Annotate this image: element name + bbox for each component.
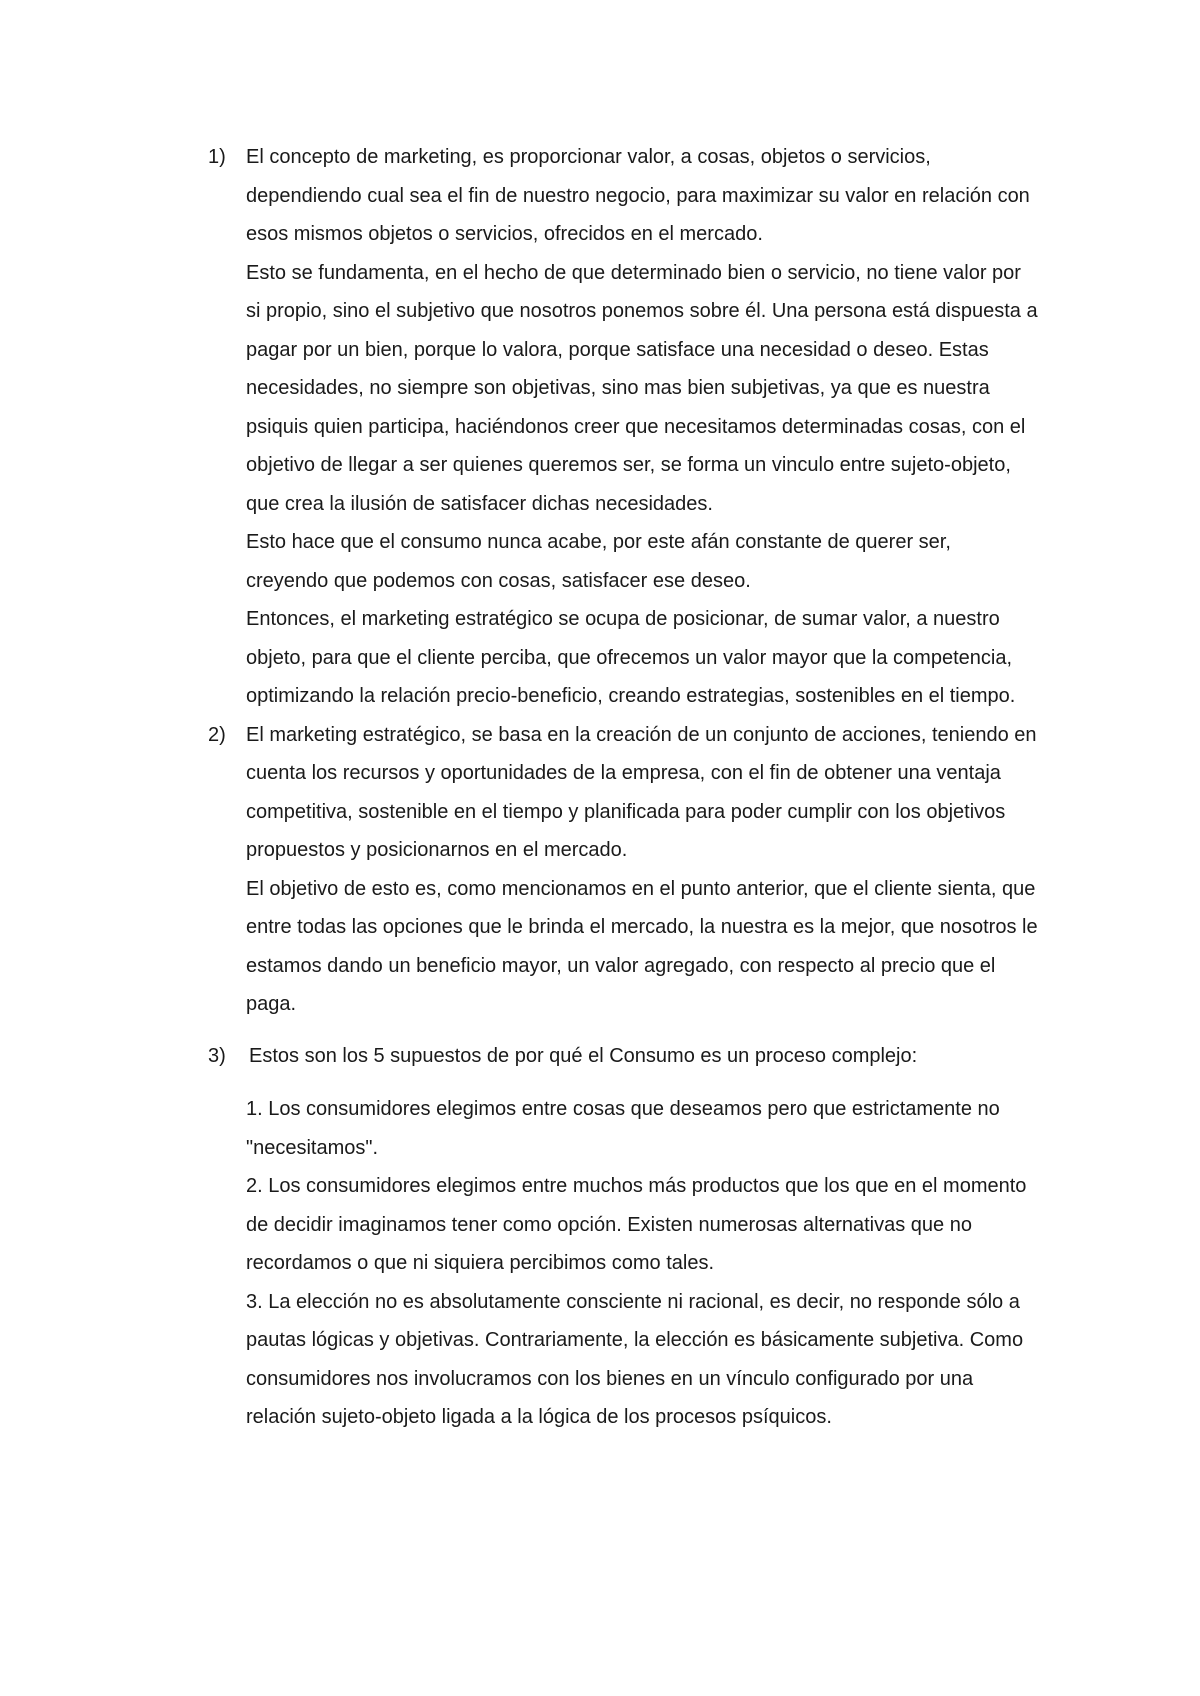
- paragraph: Esto hace que el consumo nunca acabe, por este afán constante de querer ser, creyendo que podemos con cosas, satisfacer ese deseo.: [246, 531, 951, 592]
- paragraph: El marketing estratégico, se basa en la creación de un conjunto de acciones, teniendo en cuenta los recursos y oportunidades de la empresa, con el fin de obtener una ventaja competitiva, sostenible en el tiempo y planificada para poder cumplir con los objetivos propuestos y posicionarnos en el mercado.: [246, 723, 1037, 861]
- paragraph: Esto se fundamenta, en el hecho de que determinado bien o servicio, no tiene valor por si propio, sino el subjetivo que nosotros ponemos sobre él. Una persona está dispuesta a pagar por un bien, porque lo valora, porque satisface una necesidad o deseo. Estas necesidades, no siempre son objetivas, sino mas bien subjetivas, ya que es nuestra psiquis quien participa, haciéndonos creer que necesitamos determinadas cosas, con el objetivo de llegar a ser quienes queremos ser, se forma un vinculo entre sujeto-objeto, que crea la ilusión de satisfacer dichas necesidades.: [246, 261, 1038, 515]
- list-item-body: [246, 716, 1038, 1024]
- paragraph: El concepto de marketing, es proporcionar valor, a cosas, objetos o servicios, dependiendo cual sea el fin de nuestro negocio, para maximizar su valor en relación con esos mismos objetos o servicios, ofrecidos en el mercado.: [246, 146, 1030, 245]
- list-item-1: [208, 138, 1038, 716]
- list-number: 3): [208, 1044, 226, 1067]
- paragraph: El objetivo de esto es, como mencionamos en el punto anterior, que el cliente sienta, que entre todas las opciones que le brinda el mercado, la nuestra es la mejor, que nosotros le estamos dando un beneficio mayor, un valor agregado, con respecto al precio que el paga.: [246, 877, 1038, 1015]
- list-item-body: [246, 1037, 1038, 1437]
- sub-list-item: 2. Los consumidores elegimos entre muchos más productos que los que en el momento de decidir imaginamos tener como opción. Existen numerosas alternativas que no recordamos o que ni siquiera percibimos como tales.: [246, 1175, 1027, 1274]
- document-body: [208, 138, 1038, 1437]
- list-number: 2): [208, 723, 226, 746]
- list-number: 1): [208, 146, 226, 168]
- sub-list-item: 3. La elección no es absolutamente consciente ni racional, es decir, no responde sólo a pautas lógicas y objetivas. Contrariamente, la elección es básicamente subjetiva. Como consumidores nos involucramos con los bienes en un vínculo configurado por una relación sujeto-objeto ligada a la lógica de los procesos psíquicos.: [246, 1290, 1024, 1428]
- list-item-body: [246, 138, 1038, 716]
- list-item-3: [208, 1037, 1038, 1437]
- paragraph-intro: Estos son los 5 supuestos de por qué el Consumo es un proceso complejo:: [249, 1044, 918, 1067]
- sub-list: [246, 1090, 1038, 1437]
- paragraph: Entonces, el marketing estratégico se ocupa de posicionar, de sumar valor, a nuestro objeto, para que el cliente perciba, que ofrecemos un valor mayor que la competencia, optimizando la relación precio-beneficio, creando estrategias, sostenibles en el tiempo.: [246, 608, 1016, 707]
- sub-list-item: 1. Los consumidores elegimos entre cosas que deseamos pero que estrictamente no "necesitamos".: [246, 1098, 1000, 1159]
- list-item-2: [208, 716, 1038, 1024]
